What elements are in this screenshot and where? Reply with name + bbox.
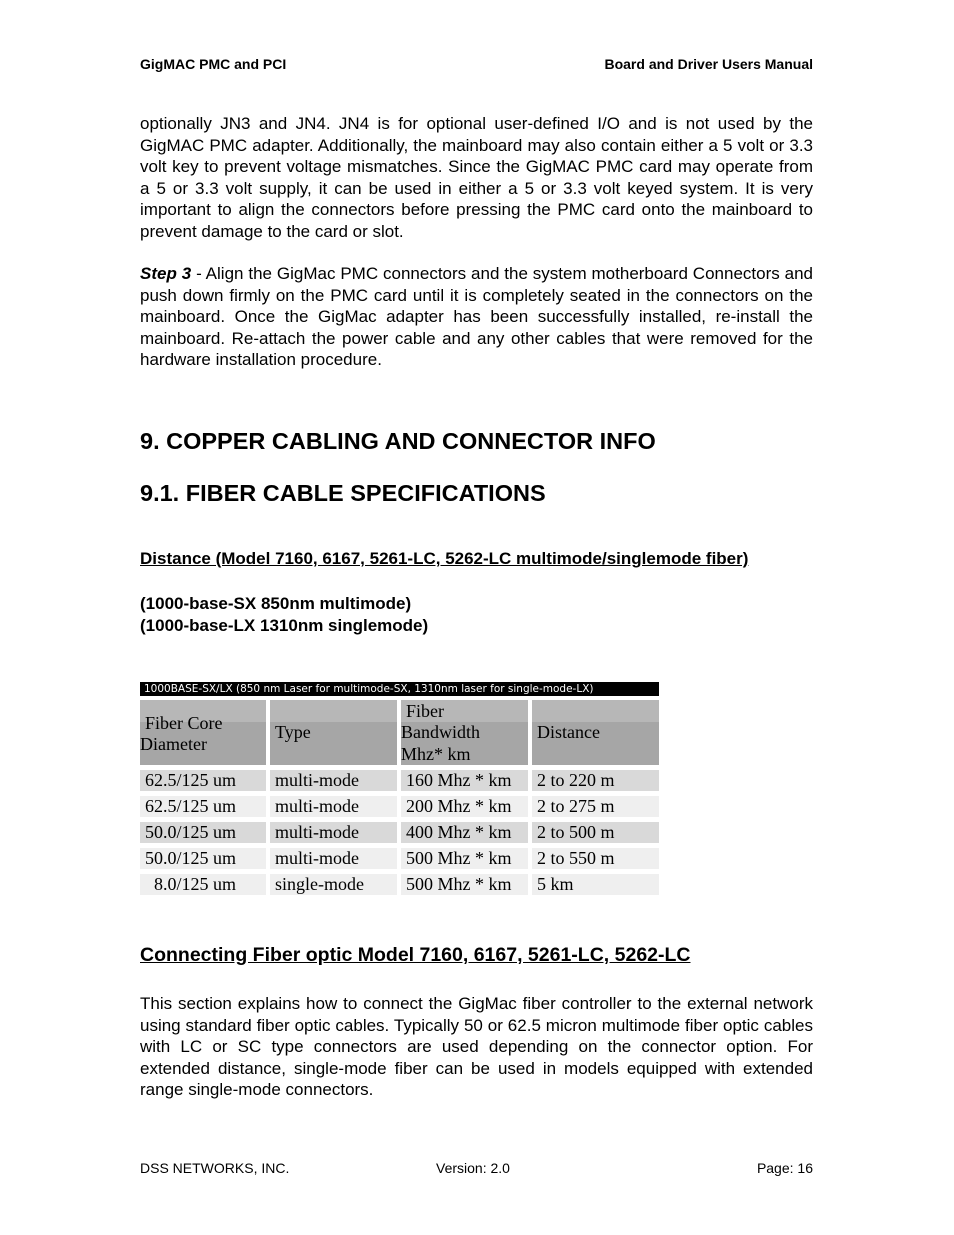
- step3-paragraph: [140, 263, 813, 371]
- step-label: Step 3: [140, 264, 192, 283]
- table-cell-bandwidth: 500 Mhz * km: [401, 874, 528, 895]
- footer-version: Version: 2.0: [436, 1160, 510, 1176]
- header-diameter-line1: Fiber Core: [145, 713, 223, 733]
- table-cell-diameter: 50.0/125 um: [140, 848, 266, 869]
- table-cell-type: single-mode: [270, 874, 397, 895]
- table-cell-type: multi-mode: [270, 822, 397, 843]
- header-cell-distance: [532, 700, 659, 765]
- step3-text: - Align the GigMac PMC connectors and the system motherboard Connectors and push down firmly on the PMC card until it is completely seated in the connectors on the mainboard. Once the GigMac adapter has been successfully installed, re-install the mainboard. Re-attach the power cable and any other cables that were removed for the hardware installation procedure.: [140, 264, 813, 370]
- header-doc-title: GigMAC PMC and PCI: [140, 56, 287, 72]
- table-cell-diameter: 62.5/125 um: [140, 796, 266, 817]
- footer-company: DSS NETWORKS, INC.: [140, 1160, 290, 1176]
- footer-page-number: Page: 16: [756, 1160, 813, 1176]
- table-cell-distance: 2 to 220 m: [532, 770, 659, 791]
- header-diameter-line2: Diameter: [140, 734, 207, 754]
- header-cell-diameter: [140, 700, 266, 765]
- table-cell-distance: 2 to 550 m: [532, 848, 659, 869]
- section-9-heading: 9. COPPER CABLING AND CONNECTOR INFO: [140, 428, 656, 454]
- table-cell-bandwidth: 400 Mhz * km: [401, 822, 528, 843]
- table-cell-type: multi-mode: [270, 848, 397, 869]
- header-bandwidth-line3: Mhz* km: [401, 744, 471, 764]
- table-cell-type: multi-mode: [270, 770, 397, 791]
- table-cell-bandwidth: 200 Mhz * km: [401, 796, 528, 817]
- fiber-mode-lines: [140, 593, 428, 637]
- table-cell-type: multi-mode: [270, 796, 397, 817]
- table-cell-diameter: 50.0/125 um: [140, 822, 266, 843]
- table-cell-distance: 2 to 500 m: [532, 822, 659, 843]
- header-bandwidth-line1: Fiber: [406, 701, 444, 721]
- table-cell-bandwidth: 160 Mhz * km: [401, 770, 528, 791]
- header-cell-bandwidth: [401, 700, 528, 765]
- header-bandwidth-line2: Bandwidth: [401, 722, 480, 742]
- table-cell-distance: 5 km: [532, 874, 659, 895]
- section-9-1-heading: 9.1. FIBER CABLE SPECIFICATIONS: [140, 480, 546, 506]
- table-cell-diameter: 62.5/125 um: [140, 770, 266, 791]
- table-cell-diameter: 8.0/125 um: [140, 874, 266, 895]
- header-cell-type: [270, 700, 397, 765]
- header-distance: Distance: [537, 722, 600, 742]
- table-cell-distance: 2 to 275 m: [532, 796, 659, 817]
- connecting-paragraph: This section explains how to connect the GigMac fiber controller to the external network using standard fiber optic cables. Typically 50 or 62.5 micron multimode fiber optic cables with LC or SC type connectors are used depending on the connector option. For extended distance, single-mode fiber can be used in models equipped with extended range single-mode connectors.: [140, 994, 813, 1100]
- connecting-subheading: Connecting Fiber optic Model 7160, 6167, 5261-LC, 5262-LC: [140, 944, 691, 966]
- mode-lx-line: (1000-base-LX 1310nm singlemode): [140, 616, 429, 635]
- table-caption: 1000BASE-SX/LX (850 nm Laser for multimode-SX, 1310nm laser for single-mode-LX): [140, 682, 659, 696]
- intro-paragraph: optionally JN3 and JN4. JN4 is for optional user-defined I/O and is not used by the GigMAC PMC adapter. Additionally, the mainboard may also contain either a 5 volt or 3.3 volt key to prevent voltage mismatches. Since the GigMAC PMC card may operate from a 5 or 3.3 volt supply, it can be used in either a 5 or 3.3 volt keyed system. It is very important to align the connectors before pressing the PMC card onto the mainboard to prevent damage to the card or slot.: [140, 114, 813, 241]
- mode-sx-line: (1000-base-SX 850nm multimode): [140, 594, 412, 613]
- header-type: Type: [275, 722, 311, 742]
- table-cell-bandwidth: 500 Mhz * km: [401, 848, 528, 869]
- header-manual-title: Board and Driver Users Manual: [604, 56, 813, 72]
- distance-subheading: Distance (Model 7160, 6167, 5261-LC, 5262-LC multimode/singlemode fiber): [140, 549, 749, 568]
